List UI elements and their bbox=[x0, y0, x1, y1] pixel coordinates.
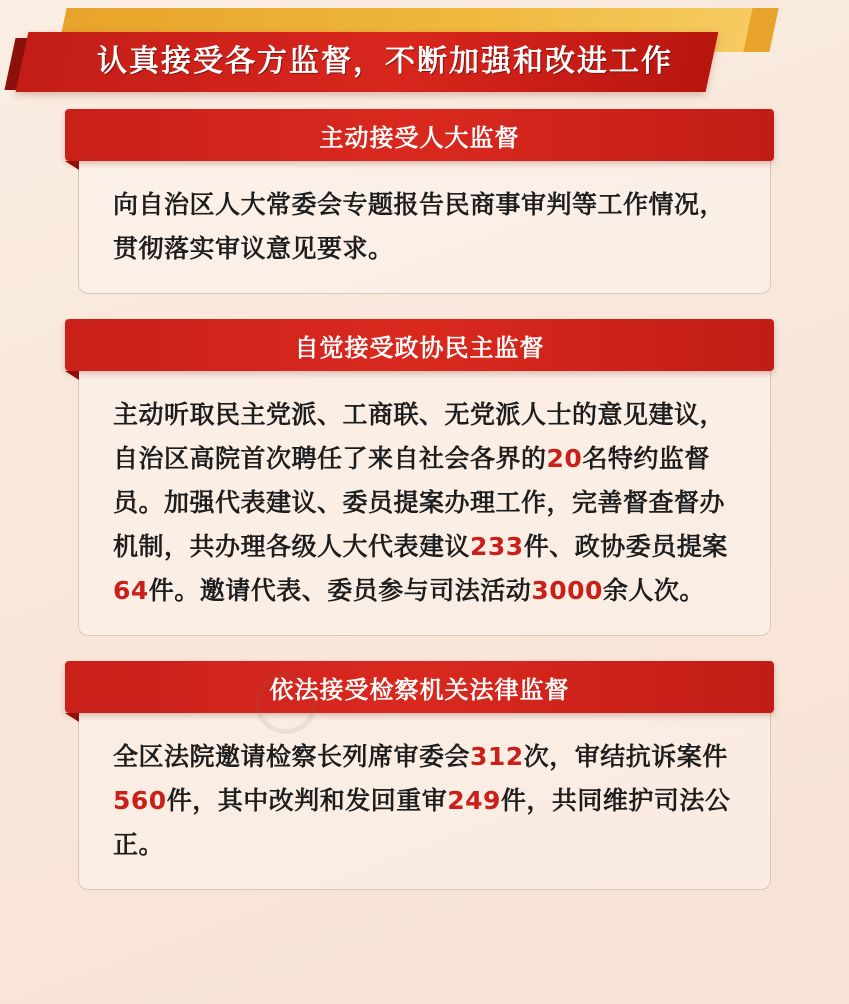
card-header-notch bbox=[65, 713, 79, 722]
card-list bbox=[0, 112, 849, 890]
card-section-3 bbox=[78, 676, 771, 890]
header-banner bbox=[0, 0, 849, 112]
body-text: 主动听取民主党派、工商联、无党派人士的意见建议，自治区高院首次聘任了来自社会各界的 bbox=[113, 400, 726, 473]
card-header-notch bbox=[65, 161, 79, 170]
body-text: 余人次。 bbox=[602, 576, 705, 605]
highlight-number: 312 bbox=[470, 742, 524, 771]
body-text: 次，审结抗诉案件 bbox=[523, 742, 728, 771]
highlight-number: 249 bbox=[447, 786, 501, 815]
body-text: 名特约监督员。加强代表建议、委员提案办理工作，完善督查督办机制，共办理各级人大代表建议 bbox=[113, 444, 726, 561]
card-section-2 bbox=[78, 334, 771, 636]
highlight-number: 64 bbox=[113, 576, 149, 605]
body-text: 向自治区人大常委会专题报告民商事审判等工作情况，贯彻落实审议意见要求。 bbox=[113, 190, 726, 263]
card-body-2 bbox=[79, 387, 770, 613]
page-title: 认真接受各方监督，不断加强和改进工作 bbox=[97, 44, 673, 79]
card-header-notch bbox=[65, 371, 79, 380]
card-title-1: 主动接受人大监督 bbox=[319, 123, 520, 152]
card-title-3: 依法接受检察机关法律监督 bbox=[269, 675, 570, 704]
body-text: 件，共同维护司法公正。 bbox=[113, 786, 731, 859]
card-section-1 bbox=[78, 124, 771, 294]
body-text: 全区法院邀请检察长列席审委会 bbox=[113, 742, 471, 771]
body-text: 件，其中改判和发回重审 bbox=[166, 786, 448, 815]
card-header-3 bbox=[65, 661, 774, 713]
card-header-1 bbox=[65, 109, 774, 161]
card-title-2: 自觉接受政协民主监督 bbox=[294, 333, 545, 362]
card-header-2 bbox=[65, 319, 774, 371]
card-body-1 bbox=[79, 177, 770, 271]
highlight-number: 560 bbox=[113, 786, 167, 815]
highlight-number: 20 bbox=[546, 444, 583, 473]
body-text: 件、政协委员提案 bbox=[523, 532, 728, 561]
card-body-3 bbox=[79, 729, 770, 867]
highlight-number: 3000 bbox=[531, 576, 603, 605]
body-text: 件。邀请代表、委员参与司法活动 bbox=[148, 576, 532, 605]
highlight-number: 233 bbox=[470, 532, 524, 561]
